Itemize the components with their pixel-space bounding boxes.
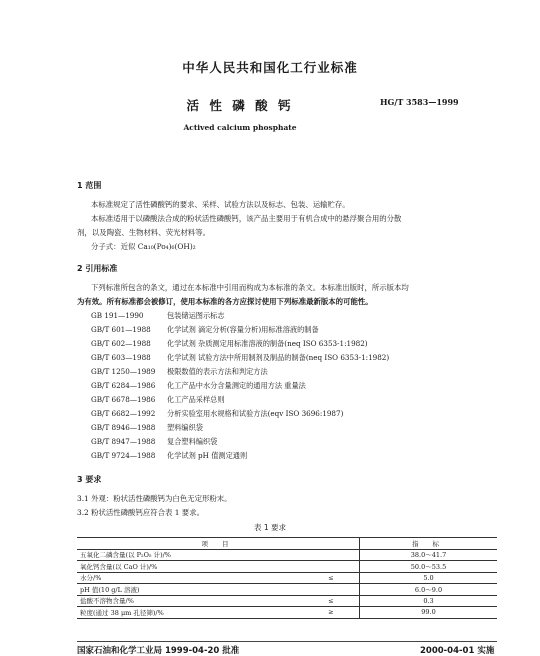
row-operator bbox=[303, 584, 360, 596]
approval-info: 国家石油和化学工业局 1999-04-20 批准 bbox=[77, 646, 240, 656]
header-item: 项 目 bbox=[77, 538, 360, 550]
row-item: 五氧化二磷含量(以 P₂O₅ 计)/% bbox=[77, 549, 303, 561]
reference-code: GB/T 6678—1986 bbox=[91, 395, 156, 404]
reference-title: 复合塑料编织袋 bbox=[167, 437, 218, 446]
implementation-date: 2000-04-01 实施 bbox=[420, 646, 495, 656]
reference-code: GB/T 602—1988 bbox=[91, 339, 151, 348]
row-item: 水分/% bbox=[77, 572, 303, 584]
issuing-body-title: 中华人民共和国化工行业标准 bbox=[182, 60, 358, 75]
reference-title: 化学试剂 滴定分析(容量分析)用标准溶液的制备 bbox=[167, 325, 319, 334]
reference-item bbox=[91, 353, 389, 363]
section-2-intro-a: 下列标准所包含的条文，通过在本标准中引用而构成为本标准的条文。本标准出版时，所示版本均 bbox=[91, 283, 409, 292]
reference-item bbox=[91, 381, 306, 391]
row-operator: ≤ bbox=[303, 595, 360, 607]
reference-title: 化学试剂 pH 值测定通则 bbox=[167, 451, 248, 460]
reference-title: 化学试剂 试验方法中所用制剂及制品的制备(neq ISO 6353-1:1982) bbox=[167, 353, 390, 362]
row-item: pH 值(10 g/L 溶液) bbox=[77, 584, 303, 596]
document-title-english: Actived calcium phosphate bbox=[183, 123, 297, 132]
section-1-paragraph-2b: 剂，以及陶瓷、生物材料、荧光材料等。 bbox=[77, 228, 211, 237]
reference-item bbox=[91, 367, 268, 377]
reference-title: 化学试剂 杂质测定用标准溶液的制备(neq ISO 6353-1:1982) bbox=[167, 339, 368, 348]
reference-code: GB/T 9724—1988 bbox=[91, 451, 156, 460]
row-operator: ≤ bbox=[303, 572, 360, 584]
row-operator bbox=[303, 549, 360, 561]
reference-title: 塑料编织袋 bbox=[167, 423, 203, 432]
requirement-3-1: 3.1 外观：粉状活性磷酸钙为白色无定形粉末。 bbox=[77, 494, 232, 503]
reference-item bbox=[91, 451, 247, 461]
reference-code: GB/T 8947—1988 bbox=[91, 437, 156, 446]
row-item: 氧化钙含量(以 CaO 计)/% bbox=[77, 561, 303, 573]
reference-code: GB/T 6682—1992 bbox=[91, 409, 156, 418]
row-item: 粒度(通过 38 μm 孔径筛)/% bbox=[77, 607, 303, 619]
section-2-heading: 2 引用标准 bbox=[77, 264, 118, 273]
reference-code: GB/T 6284—1986 bbox=[91, 381, 156, 390]
footer-divider bbox=[77, 641, 497, 642]
reference-item bbox=[91, 423, 203, 433]
row-value: 6.0～9.0 bbox=[360, 584, 498, 596]
reference-item bbox=[91, 325, 319, 335]
reference-title: 化工产品中水分含量测定的通用方法 重量法 bbox=[167, 381, 306, 390]
reference-title: 极限数值的表示方法和判定方法 bbox=[167, 367, 268, 376]
document-title: 活 性 磷 酸 钙 bbox=[186, 98, 294, 113]
section-1-paragraph-1: 本标准规定了活性磷酸钙的要求、采样、试验方法以及标志、包装、运输贮存。 bbox=[91, 200, 350, 209]
reference-title: 化工产品采样总则 bbox=[167, 395, 225, 404]
reference-item bbox=[91, 311, 225, 321]
reference-code: GB 191—1990 bbox=[91, 311, 144, 320]
reference-item bbox=[91, 437, 217, 447]
reference-item bbox=[91, 409, 343, 419]
requirements-table bbox=[77, 537, 497, 619]
reference-code: GB/T 603—1988 bbox=[91, 353, 151, 362]
table-row bbox=[77, 572, 497, 584]
section-1-heading: 1 范围 bbox=[77, 181, 102, 190]
reference-code: GB/T 601—1988 bbox=[91, 325, 151, 334]
reference-item bbox=[91, 395, 225, 405]
row-value: 0.3 bbox=[360, 595, 498, 607]
row-value: 5.0 bbox=[360, 572, 498, 584]
table-row bbox=[77, 607, 497, 619]
row-operator bbox=[303, 561, 360, 573]
row-operator: ≥ bbox=[303, 607, 360, 619]
requirement-3-2: 3.2 粉状活性磷酸钙应符合表 1 要求。 bbox=[77, 508, 204, 517]
table-row bbox=[77, 561, 497, 573]
header-index: 指 标 bbox=[360, 538, 498, 550]
table-row bbox=[77, 595, 497, 607]
table-row bbox=[77, 549, 497, 561]
row-item: 盐酸不溶物含量/% bbox=[77, 595, 303, 607]
standard-number: HG/T 3583—1999 bbox=[380, 97, 459, 107]
section-3-heading: 3 要求 bbox=[77, 475, 102, 484]
molecular-formula: 分子式：近似 Ca₁₀(Po₄)₆(OH)₂ bbox=[91, 242, 196, 251]
reference-item bbox=[91, 339, 368, 349]
row-value: 99.0 bbox=[360, 607, 498, 619]
section-1-paragraph-2a: 本标准适用于以磷酸法合成的粉状活性磷酸钙，该产品主要用于有机合成中的悬浮聚合用的分散 bbox=[91, 214, 402, 223]
reference-title: 分析实验室用水规格和试验方法(eqv ISO 3696:1987) bbox=[167, 409, 344, 418]
table-header-row bbox=[77, 538, 497, 550]
table-row bbox=[77, 584, 497, 596]
table-caption: 表 1 要求 bbox=[253, 523, 287, 532]
row-value: 50.0～53.5 bbox=[360, 561, 498, 573]
reference-code: GB/T 8946—1988 bbox=[91, 423, 156, 432]
section-2-intro-b: 为有效。所有标准都会被修订，使用本标准的各方应探讨使用下列标准最新版本的可能性。 bbox=[77, 297, 373, 306]
row-value: 38.0～41.7 bbox=[360, 549, 498, 561]
reference-title: 包装储运图示标志 bbox=[167, 311, 225, 320]
reference-code: GB/T 1250—1989 bbox=[91, 367, 156, 376]
